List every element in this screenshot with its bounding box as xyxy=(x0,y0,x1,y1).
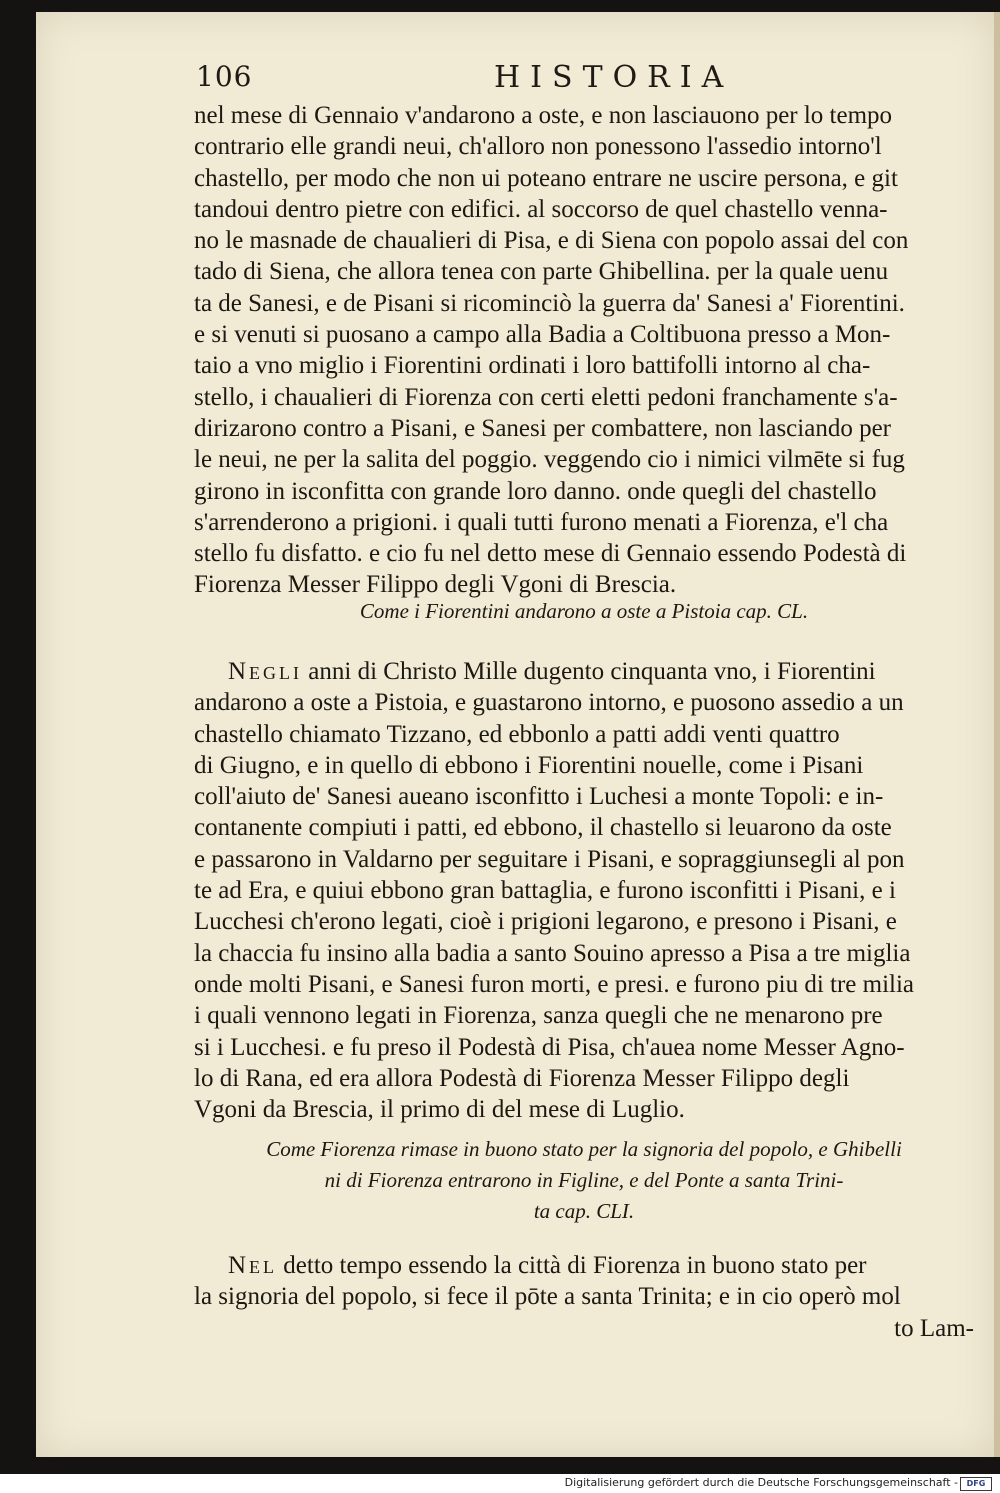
chapter-151-heading xyxy=(194,1134,974,1227)
text-line: andarono a oste a Pistoia, e guastarono intorno, e puosono assedio a un xyxy=(194,689,904,717)
text-line: e passarono in Valdarno per seguitare i Pisani, e sopraggiunsegli al pon xyxy=(194,845,905,873)
text-line: chastello chiamato Tizzano, ed ebbonlo a patti addi venti quattro xyxy=(194,720,840,748)
chapter-heading-line: ni di Fiorenza entrarono in Figline, e del Ponte a santa Trini- xyxy=(324,1168,844,1192)
text-line xyxy=(194,1250,974,1281)
text-line: coll'aiuto de' Sanesi aueano isconfitto i Luchesi a monte Topoli: e in- xyxy=(194,783,884,811)
text-line: chastello, per modo che non ui poteano entrare ne uscire persona, e git xyxy=(194,164,898,192)
text-line: s'arrenderono a prigioni. i quali tutti furono menati a Fiorenza, e'l cha xyxy=(194,508,889,536)
page-number: 106 xyxy=(196,60,253,93)
page-edge xyxy=(994,12,1000,1457)
text-line: tandoui dentro pietre con edifici. al soccorso de quel chastello venna- xyxy=(194,195,888,223)
section-3-text xyxy=(194,1250,974,1344)
text-line: girono in isconfitta con grande loro danno. onde quegli del chastello xyxy=(194,477,877,505)
chapter-150-heading xyxy=(194,596,974,627)
digitization-footer xyxy=(0,1474,1000,1493)
text-line: Lucchesi ch'erono legati, cioè i prigioni legarono, e presono i Pisani, e xyxy=(194,908,897,936)
text-line: tado di Siena, che allora tenea con parte Ghibellina. per la quale uenu xyxy=(194,258,889,286)
chapter-heading-line: Come Fiorenza rimase in buono stato per la signoria del popolo, e Ghibelli xyxy=(266,1137,902,1161)
text-line: contrario elle grandi neui, ch'alloro non ponessono l'assedio intorno'l xyxy=(194,133,882,161)
section-2-text xyxy=(194,656,974,1125)
text-line: e si venuti si puosano a campo alla Badia a Coltibuona presso a Mon- xyxy=(194,321,891,349)
text-line: onde molti Pisani, e Sanesi furon morti, e presi. e furono piu di tre milia xyxy=(194,970,915,998)
text-line: no le masnade de chaualieri di Pisa, e di Siena con popolo assai del con xyxy=(194,227,909,255)
chapter-heading-line: ta cap. CLI. xyxy=(533,1199,635,1223)
text-line: Fiorenza Messer Filippo degli Vgoni di Brescia. xyxy=(194,571,677,599)
text-line: Vgoni da Brescia, il primo di del mese di Luglio. xyxy=(194,1096,685,1124)
text-line: i quali vennono legati in Fiorenza, sanza quegli che ne menarono pre xyxy=(194,1002,883,1030)
text-line: dirizarono contro a Pisani, e Sanesi per combattere, non lasciando per xyxy=(194,414,891,442)
text-line: contanente compiuti i patti, ed ebbono, il chastello si leuarono da oste xyxy=(194,814,892,842)
text-line-rest: anni di Christo Mille dugento cinquanta vno, i Fiorentini xyxy=(302,658,876,685)
chapter-initial-word: Nel xyxy=(228,1252,278,1279)
catchword: to Lam- xyxy=(894,1314,974,1342)
chapter-initial-word: Negli xyxy=(228,658,303,685)
text-line-rest: detto tempo essendo la città di Fiorenza in buono stato per xyxy=(277,1252,867,1279)
text-line: la chaccia fu insino alla badia a santo Souino apresso a Pisa a tre miglia xyxy=(194,939,911,967)
text-line: stello fu disfatto. e cio fu nel detto mese di Gennaio essendo Podestà di xyxy=(194,540,907,568)
text-line: di Giugno, e in quello di ebbono i Fiorentini nouelle, come i Pisani xyxy=(194,751,864,779)
dfg-logo: DFG xyxy=(960,1477,992,1491)
text-line: lo di Rana, ed era allora Podestà di Fiorenza Messer Filippo degli xyxy=(194,1064,850,1092)
page-header xyxy=(196,60,976,104)
text-line: stello, i chaualieri di Fiorenza con certi eletti pedoni franchamente s'a- xyxy=(194,383,898,411)
text-line: la signoria del popolo, si fece il pōte a santa Trinita; e in cio operò mol xyxy=(194,1283,901,1311)
text-line: si i Lucchesi. e fu preso il Podestà di Pisa, ch'auea nome Messer Agno- xyxy=(194,1033,905,1061)
text-line: ta de Sanesi, e de Pisani si ricominciò la guerra da' Sanesi a' Fiorentini. xyxy=(194,289,905,317)
text-line: nel mese di Gennaio v'andarono a oste, e non lasciauono per lo tempo xyxy=(194,102,893,129)
text-line xyxy=(194,656,974,687)
funding-notice: Digitalisierung gefördert durch die Deutsche Forschungsgemeinschaft - xyxy=(564,1476,958,1489)
section-1-text xyxy=(194,100,974,601)
text-line: te ad Era, e quiui ebbono gran battaglia, e furono isconfitti i Pisani, e i xyxy=(194,877,896,905)
text-line: le neui, ne per la salita del poggio. veggendo cio i nimici vilmēte si fug xyxy=(194,446,905,474)
running-title: HISTORIA xyxy=(494,60,734,95)
text-line: taio a vno miglio i Fiorentini ordinati i loro battifolli intorno al cha- xyxy=(194,352,871,380)
chapter-heading-line: Come i Fiorentini andarono a oste a Pistoia cap. CL. xyxy=(359,599,809,623)
